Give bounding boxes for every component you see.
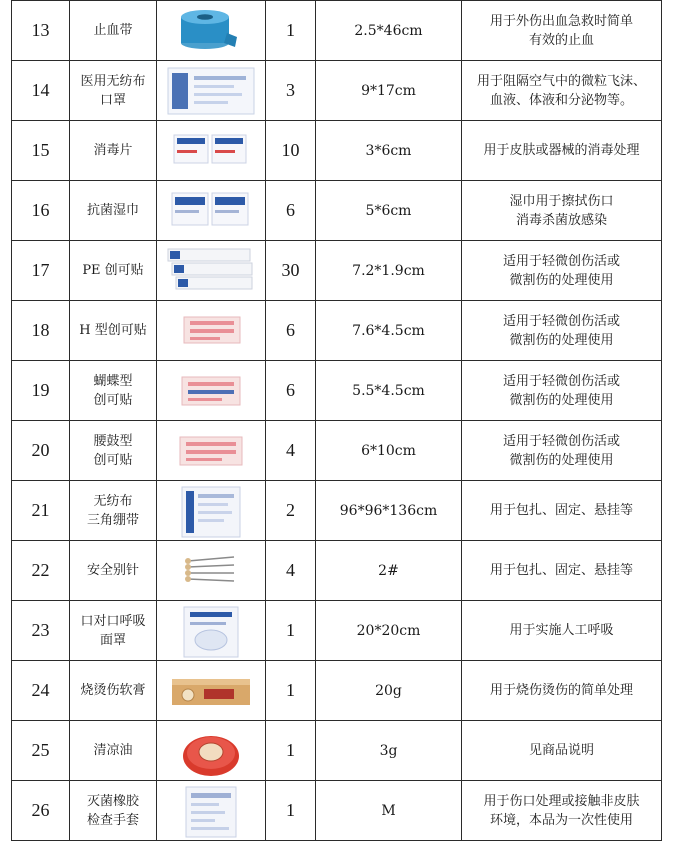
item-number: 23 [12,601,70,661]
item-spec: 96*96*136cm [316,481,462,541]
item-number: 24 [12,661,70,721]
item-spec: 3g [316,721,462,781]
item-number: 18 [12,301,70,361]
item-image [157,601,266,661]
item-number: 20 [12,421,70,481]
item-image [157,1,266,61]
item-name: 消毒片 [70,121,157,181]
item-usage: 用于包扎、固定、悬挂等 [462,481,662,541]
table-row [12,541,662,601]
item-quantity: 1 [266,1,316,61]
table-row [12,361,662,421]
item-image [157,301,266,361]
item-number: 17 [12,241,70,301]
item-usage: 用于皮肤或器械的消毒处理 [462,121,662,181]
item-number: 14 [12,61,70,121]
item-quantity: 1 [266,661,316,721]
item-spec: 2# [316,541,462,601]
item-spec: 5.5*4.5cm [316,361,462,421]
table-row [12,601,662,661]
item-usage: 用于烧伤烫伤的简单处理 [462,661,662,721]
item-name: 抗菌湿巾 [70,181,157,241]
item-spec: 20g [316,661,462,721]
item-name: 烧烫伤软膏 [70,661,157,721]
item-number: 15 [12,121,70,181]
table-row [12,1,662,61]
safety-pins-icon [164,543,259,599]
item-image [157,541,266,601]
item-name: 腰鼓型 创可贴 [70,421,157,481]
item-name: 蝴蝶型 创可贴 [70,361,157,421]
item-usage: 用于包扎、固定、悬挂等 [462,541,662,601]
butterfly-bandage-icon [164,363,259,419]
table-row [12,61,662,121]
item-name: 安全别针 [70,541,157,601]
table-row [12,781,662,841]
item-spec: 2.5*46cm [316,1,462,61]
item-image [157,721,266,781]
item-quantity: 6 [266,181,316,241]
h-bandage-icon [164,303,259,359]
item-image [157,421,266,481]
burn-ointment-box-icon [164,663,259,719]
glove-packet-icon [164,783,259,839]
item-name: 医用无纺布 口罩 [70,61,157,121]
item-image [157,121,266,181]
item-name: 无纺布 三角绷带 [70,481,157,541]
item-spec: 9*17cm [316,61,462,121]
table-row [12,481,662,541]
item-quantity: 6 [266,361,316,421]
item-number: 16 [12,181,70,241]
item-quantity: 6 [266,301,316,361]
first-aid-kit-table [11,0,662,841]
item-spec: 6*10cm [316,421,462,481]
item-usage: 湿巾用于擦拭伤口 消毒杀菌放感染 [462,181,662,241]
disinfectant-wipe-packet-icon [164,123,259,179]
table-row [12,661,662,721]
item-number: 22 [12,541,70,601]
item-quantity: 10 [266,121,316,181]
item-name: 灭菌橡胶 检查手套 [70,781,157,841]
item-usage: 适用于轻微创伤活或 微割伤的处理使用 [462,241,662,301]
item-spec: 20*20cm [316,601,462,661]
item-image [157,361,266,421]
pe-bandage-packets-icon [164,243,259,299]
table-row [12,241,662,301]
item-image [157,781,266,841]
drum-bandage-icon [164,423,259,479]
table-body [12,0,662,841]
antibacterial-wipe-packet-icon [164,183,259,239]
item-image [157,61,266,121]
item-name: 口对口呼吸 面罩 [70,601,157,661]
item-number: 13 [12,1,70,61]
item-quantity: 1 [266,601,316,661]
item-number: 19 [12,361,70,421]
table-row [12,301,662,361]
item-spec: 7.2*1.9cm [316,241,462,301]
item-name: 止血带 [70,1,157,61]
item-number: 21 [12,481,70,541]
table-row [12,721,662,781]
item-name: H 型创可贴 [70,301,157,361]
item-usage: 用于伤口处理或接触非皮肤 环境，本品为一次性使用 [462,781,662,841]
item-quantity: 1 [266,781,316,841]
tourniquet-roll-icon [164,3,259,59]
item-spec: 7.6*4.5cm [316,301,462,361]
item-quantity: 1 [266,721,316,781]
item-usage: 见商品说明 [462,721,662,781]
item-quantity: 3 [266,61,316,121]
triangular-bandage-packet-icon [164,483,259,539]
item-quantity: 30 [266,241,316,301]
item-quantity: 4 [266,541,316,601]
item-image [157,241,266,301]
item-name: 清凉油 [70,721,157,781]
item-image [157,181,266,241]
item-number: 25 [12,721,70,781]
item-quantity: 2 [266,481,316,541]
item-number: 26 [12,781,70,841]
cooling-balm-tin-icon [164,723,259,779]
item-image [157,661,266,721]
table-row [12,421,662,481]
table-row [12,121,662,181]
item-usage: 用于实施人工呼吸 [462,601,662,661]
item-quantity: 4 [266,421,316,481]
item-usage: 用于外伤出血急救时简单 有效的止血 [462,1,662,61]
mask-packet-icon [164,63,259,119]
item-image [157,481,266,541]
cpr-mask-packet-icon [164,603,259,659]
item-usage: 适用于轻微创伤活或 微割伤的处理使用 [462,301,662,361]
item-spec: M [316,781,462,841]
item-spec: 3*6cm [316,121,462,181]
item-usage: 适用于轻微创伤活或 微割伤的处理使用 [462,421,662,481]
item-usage: 适用于轻微创伤活或 微割伤的处理使用 [462,361,662,421]
table-row [12,181,662,241]
item-usage: 用于阻隔空气中的微粒飞沫、 血液、体液和分泌物等。 [462,61,662,121]
item-name: PE 创可贴 [70,241,157,301]
item-spec: 5*6cm [316,181,462,241]
